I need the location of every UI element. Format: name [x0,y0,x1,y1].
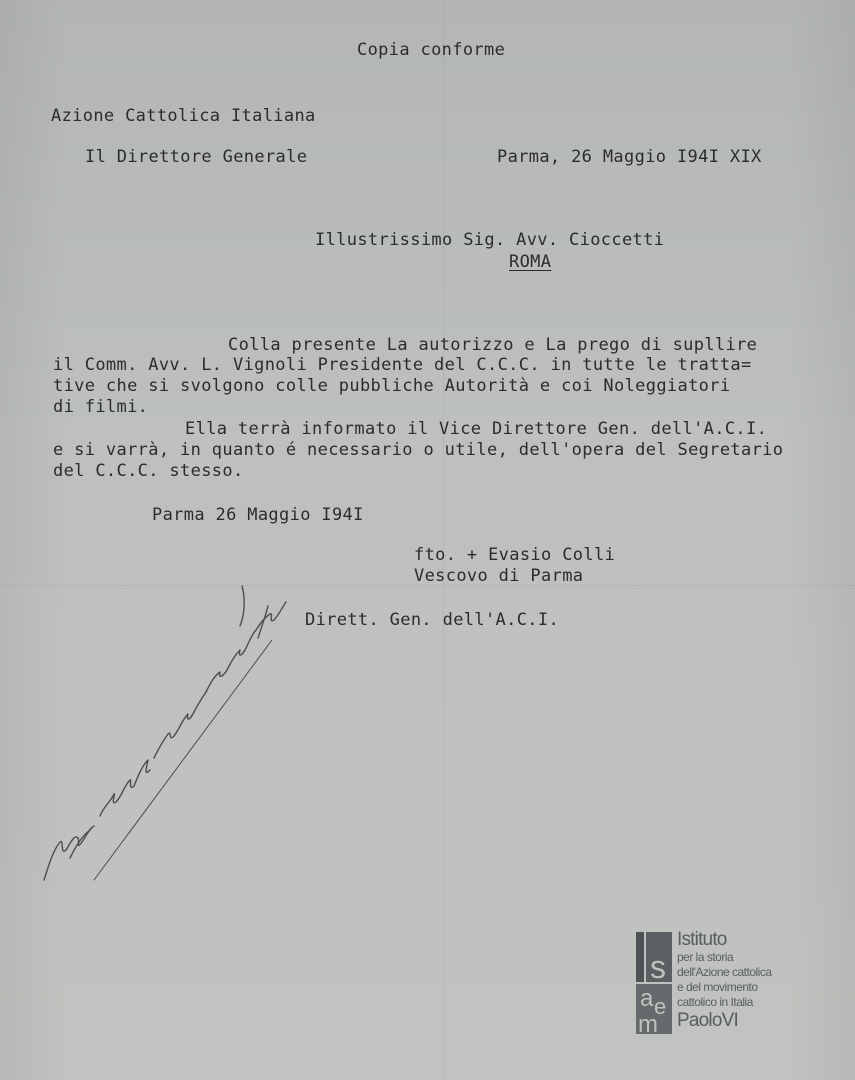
logo-line: cattolico in Italia [677,995,753,1009]
body-line: e si varrà, in quanto é necessario o utile, dell'opera del Segretario [53,440,784,460]
body-line: del C.C.C. stesso. [53,461,244,481]
signature-line: Vescovo di Parma [414,566,584,586]
signature-line: fto. + Evasio Colli [414,545,616,565]
recipient-name: Illustrissimo Sig. Avv. Cioccetti [315,230,665,250]
isacem-logo-icon [636,932,674,1034]
svg-text:m: m [638,1011,658,1034]
body-line: Colla presente La autorizzo e La prego di supllire [228,335,758,355]
svg-text:e: e [654,994,667,1019]
organization-name: Azione Cattolica Italiana [51,106,316,126]
body-line: il Comm. Avv. L. Vignoli Presidente del C.C.C. in tutte le tratta= [53,355,752,375]
logo-line: per la storia [677,950,734,964]
logo-line: PaoloVI [677,1010,738,1031]
svg-text:s: s [650,949,666,985]
svg-text:a: a [640,985,654,1012]
body-line: Ella terrà informato il Vice Direttore Gen. dell'A.C.I. [185,419,768,439]
handwritten-note [30,580,300,900]
body-line: tive che si svolgono colle pubbliche Autorità e coi Noleggiatori [53,376,731,396]
fold-line-vertical [443,0,444,1080]
closing-date: Parma 26 Maggio I94I [152,505,364,525]
logo-line: Istituto [677,929,727,950]
body-line: di filmi. [53,397,149,417]
place-date: Parma, 26 Maggio I94I XIX [497,147,762,167]
logo-line: e del movimento [677,980,758,994]
recipient-city: ROMA [509,252,552,272]
institute-logo [636,930,796,1038]
office-title: Il Direttore Generale [85,147,308,167]
copy-header: Copia conforme [357,40,506,60]
signature-line: Dirett. Gen. dell'A.C.I. [305,610,560,630]
logo-line: dell'Azione cattolica [677,965,772,979]
